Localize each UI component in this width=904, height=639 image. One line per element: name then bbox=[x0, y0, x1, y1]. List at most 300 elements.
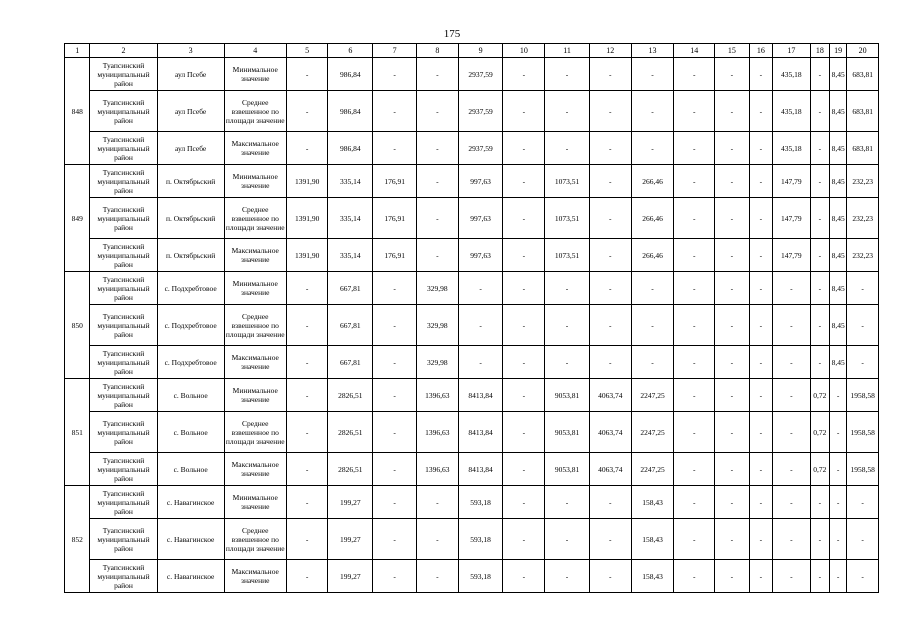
value-cell-col-20: 683,81 bbox=[847, 58, 879, 91]
value-cell-col-18: - bbox=[810, 272, 829, 305]
value-cell-col-12: - bbox=[589, 560, 631, 593]
table-row bbox=[65, 379, 879, 412]
value-cell-col-10: - bbox=[503, 379, 545, 412]
value-cell-col-6: 986,84 bbox=[328, 132, 373, 165]
value-cell-col-10: - bbox=[503, 272, 545, 305]
value-cell-col-13: 158,43 bbox=[631, 519, 674, 560]
value-cell-col-15: - bbox=[715, 58, 750, 91]
table-row bbox=[65, 132, 879, 165]
value-cell-col-14: - bbox=[674, 198, 715, 239]
value-cell-col-14: - bbox=[674, 305, 715, 346]
value-cell-col-7: - bbox=[373, 132, 417, 165]
value-cell-col-5: - bbox=[286, 305, 328, 346]
column-header-10: 10 bbox=[503, 44, 545, 58]
value-cell-col-7: 176,91 bbox=[373, 165, 417, 198]
value-type-cell: Максимальное значение bbox=[224, 560, 286, 593]
table-row bbox=[65, 486, 879, 519]
table-row bbox=[65, 58, 879, 91]
value-cell-col-20: 683,81 bbox=[847, 91, 879, 132]
table-row bbox=[65, 198, 879, 239]
value-cell-col-20: 1958,58 bbox=[847, 453, 879, 486]
district-cell: Туапсинский муниципальный район bbox=[90, 486, 157, 519]
value-cell-col-15: - bbox=[715, 346, 750, 379]
value-cell-col-16: - bbox=[749, 379, 772, 412]
value-cell-col-12: - bbox=[589, 519, 631, 560]
value-cell-col-14: - bbox=[674, 519, 715, 560]
value-cell-col-16: - bbox=[749, 412, 772, 453]
value-cell-col-6: 986,84 bbox=[328, 58, 373, 91]
column-header-16: 16 bbox=[749, 44, 772, 58]
value-cell-col-5: - bbox=[286, 486, 328, 519]
value-cell-col-20: - bbox=[847, 519, 879, 560]
district-cell: Туапсинский муниципальный район bbox=[90, 91, 157, 132]
value-cell-col-10: - bbox=[503, 198, 545, 239]
value-cell-col-20: - bbox=[847, 305, 879, 346]
settlement-cell: с. Вольное bbox=[157, 453, 224, 486]
value-cell-col-11: 1073,51 bbox=[545, 198, 590, 239]
value-cell-col-7: - bbox=[373, 91, 417, 132]
value-cell-col-5: - bbox=[286, 91, 328, 132]
settlement-cell: аул Псебе bbox=[157, 132, 224, 165]
value-cell-col-6: 667,81 bbox=[328, 346, 373, 379]
value-cell-col-12: - bbox=[589, 58, 631, 91]
value-cell-col-13: 266,46 bbox=[631, 165, 674, 198]
value-cell-col-8: 1396,63 bbox=[417, 379, 459, 412]
value-cell-col-5: - bbox=[286, 346, 328, 379]
value-cell-col-18: - bbox=[810, 560, 829, 593]
value-cell-col-13: 2247,25 bbox=[631, 379, 674, 412]
value-cell-col-7: - bbox=[373, 305, 417, 346]
value-cell-col-15: - bbox=[715, 305, 750, 346]
value-cell-col-17: 435,18 bbox=[773, 132, 811, 165]
value-cell-col-6: 199,27 bbox=[328, 560, 373, 593]
value-cell-col-17: 147,79 bbox=[773, 198, 811, 239]
value-cell-col-6: 335,14 bbox=[328, 165, 373, 198]
value-cell-col-11: - bbox=[545, 58, 590, 91]
value-cell-col-15: - bbox=[715, 379, 750, 412]
value-cell-col-20: 1958,58 bbox=[847, 412, 879, 453]
value-cell-col-19: 8,45 bbox=[830, 58, 847, 91]
value-cell-col-17: - bbox=[773, 519, 811, 560]
value-cell-col-10: - bbox=[503, 239, 545, 272]
value-cell-col-9: - bbox=[458, 272, 503, 305]
value-cell-col-18: - bbox=[810, 198, 829, 239]
value-cell-col-10: - bbox=[503, 58, 545, 91]
value-cell-col-19: - bbox=[830, 519, 847, 560]
value-cell-col-11: - bbox=[545, 560, 590, 593]
district-cell: Туапсинский муниципальный район bbox=[90, 132, 157, 165]
value-cell-col-9: 593,18 bbox=[458, 560, 503, 593]
value-cell-col-19: - bbox=[830, 560, 847, 593]
value-cell-col-19: 8,45 bbox=[830, 165, 847, 198]
district-cell: Туапсинский муниципальный район bbox=[90, 58, 157, 91]
value-cell-col-18: - bbox=[810, 58, 829, 91]
header-row bbox=[65, 44, 879, 58]
value-cell-col-20: - bbox=[847, 560, 879, 593]
value-cell-col-15: - bbox=[715, 132, 750, 165]
column-header-7: 7 bbox=[373, 44, 417, 58]
value-cell-col-18: 0,72 bbox=[810, 412, 829, 453]
value-cell-col-16: - bbox=[749, 198, 772, 239]
value-cell-col-12: - bbox=[589, 132, 631, 165]
settlement-cell: с. Вольное bbox=[157, 412, 224, 453]
value-cell-col-12: 4063,74 bbox=[589, 379, 631, 412]
value-cell-col-6: 667,81 bbox=[328, 305, 373, 346]
value-cell-col-17: - bbox=[773, 453, 811, 486]
value-cell-col-8: - bbox=[417, 519, 459, 560]
value-cell-col-13: - bbox=[631, 305, 674, 346]
value-cell-col-11: - bbox=[545, 91, 590, 132]
value-cell-col-18: - bbox=[810, 91, 829, 132]
settlement-cell: с. Навагинское bbox=[157, 519, 224, 560]
value-cell-col-8: 1396,63 bbox=[417, 412, 459, 453]
value-cell-col-11: 9053,81 bbox=[545, 379, 590, 412]
value-cell-col-8: - bbox=[417, 560, 459, 593]
value-type-cell: Среднее взвешенное по площади значение bbox=[224, 305, 286, 346]
district-cell: Туапсинский муниципальный район bbox=[90, 165, 157, 198]
value-type-cell: Среднее взвешенное по площади значение bbox=[224, 91, 286, 132]
value-cell-col-14: - bbox=[674, 346, 715, 379]
value-cell-col-5: - bbox=[286, 560, 328, 593]
value-cell-col-16: - bbox=[749, 453, 772, 486]
value-cell-col-20: 1958,58 bbox=[847, 379, 879, 412]
value-cell-col-15: - bbox=[715, 453, 750, 486]
value-cell-col-8: - bbox=[417, 91, 459, 132]
column-header-12: 12 bbox=[589, 44, 631, 58]
table-row bbox=[65, 239, 879, 272]
value-cell-col-14: - bbox=[674, 560, 715, 593]
value-cell-col-6: 199,27 bbox=[328, 486, 373, 519]
value-cell-col-10: - bbox=[503, 165, 545, 198]
value-cell-col-16: - bbox=[749, 486, 772, 519]
value-cell-col-15: - bbox=[715, 412, 750, 453]
settlement-cell: с. Навагинское bbox=[157, 560, 224, 593]
group-number-cell: 848 bbox=[65, 58, 90, 165]
column-header-18: 18 bbox=[810, 44, 829, 58]
value-cell-col-11: 1073,51 bbox=[545, 239, 590, 272]
value-cell-col-9: 593,18 bbox=[458, 486, 503, 519]
value-cell-col-11: 1073,51 bbox=[545, 165, 590, 198]
value-cell-col-10: - bbox=[503, 486, 545, 519]
value-cell-col-16: - bbox=[749, 91, 772, 132]
table-row bbox=[65, 519, 879, 560]
value-type-cell: Минимальное значение bbox=[224, 165, 286, 198]
group-number-cell: 850 bbox=[65, 272, 90, 379]
table-row bbox=[65, 165, 879, 198]
value-cell-col-13: 2247,25 bbox=[631, 453, 674, 486]
value-cell-col-12: 4063,74 bbox=[589, 453, 631, 486]
value-cell-col-9: - bbox=[458, 305, 503, 346]
value-cell-col-12: - bbox=[589, 346, 631, 379]
value-cell-col-17: 147,79 bbox=[773, 239, 811, 272]
table-row bbox=[65, 346, 879, 379]
district-cell: Туапсинский муниципальный район bbox=[90, 412, 157, 453]
settlement-cell: п. Октябрьский bbox=[157, 165, 224, 198]
district-cell: Туапсинский муниципальный район bbox=[90, 519, 157, 560]
value-cell-col-11: 9053,81 bbox=[545, 412, 590, 453]
value-cell-col-15: - bbox=[715, 198, 750, 239]
value-cell-col-12: - bbox=[589, 305, 631, 346]
column-header-15: 15 bbox=[715, 44, 750, 58]
value-type-cell: Среднее взвешенное по площади значение bbox=[224, 412, 286, 453]
value-cell-col-5: - bbox=[286, 379, 328, 412]
value-cell-col-16: - bbox=[749, 560, 772, 593]
value-cell-col-20: - bbox=[847, 272, 879, 305]
value-type-cell: Минимальное значение bbox=[224, 272, 286, 305]
settlement-cell: с. Подхребтовое bbox=[157, 272, 224, 305]
value-cell-col-13: - bbox=[631, 272, 674, 305]
value-cell-col-11: - bbox=[545, 486, 590, 519]
settlement-cell: аул Псебе bbox=[157, 91, 224, 132]
column-header-4: 4 bbox=[224, 44, 286, 58]
value-cell-col-5: 1391,90 bbox=[286, 198, 328, 239]
value-cell-col-8: 329,98 bbox=[417, 346, 459, 379]
column-header-3: 3 bbox=[157, 44, 224, 58]
table-row bbox=[65, 305, 879, 346]
value-type-cell: Минимальное значение bbox=[224, 58, 286, 91]
column-header-5: 5 bbox=[286, 44, 328, 58]
value-cell-col-6: 199,27 bbox=[328, 519, 373, 560]
district-cell: Туапсинский муниципальный район bbox=[90, 239, 157, 272]
value-cell-col-7: - bbox=[373, 486, 417, 519]
value-cell-col-19: 8,45 bbox=[830, 346, 847, 379]
value-cell-col-12: 4063,74 bbox=[589, 412, 631, 453]
value-cell-col-7: - bbox=[373, 412, 417, 453]
table-row bbox=[65, 453, 879, 486]
value-cell-col-12: - bbox=[589, 272, 631, 305]
value-cell-col-17: 435,18 bbox=[773, 58, 811, 91]
value-cell-col-9: 593,18 bbox=[458, 519, 503, 560]
value-cell-col-18: - bbox=[810, 132, 829, 165]
value-cell-col-18: - bbox=[810, 346, 829, 379]
group-number-cell: 852 bbox=[65, 486, 90, 593]
value-cell-col-20: 683,81 bbox=[847, 132, 879, 165]
value-cell-col-15: - bbox=[715, 486, 750, 519]
value-cell-col-14: - bbox=[674, 272, 715, 305]
value-cell-col-13: - bbox=[631, 91, 674, 132]
value-cell-col-17: - bbox=[773, 346, 811, 379]
value-cell-col-19: 8,45 bbox=[830, 239, 847, 272]
value-cell-col-16: - bbox=[749, 58, 772, 91]
value-type-cell: Среднее взвешенное по площади значение bbox=[224, 198, 286, 239]
value-cell-col-7: - bbox=[373, 453, 417, 486]
value-cell-col-7: - bbox=[373, 379, 417, 412]
value-cell-col-20: - bbox=[847, 486, 879, 519]
value-cell-col-14: - bbox=[674, 453, 715, 486]
value-cell-col-9: 997,63 bbox=[458, 198, 503, 239]
value-cell-col-11: - bbox=[545, 519, 590, 560]
value-cell-col-13: 158,43 bbox=[631, 560, 674, 593]
value-cell-col-8: - bbox=[417, 486, 459, 519]
settlement-cell: п. Октябрьский bbox=[157, 198, 224, 239]
value-cell-col-12: - bbox=[589, 91, 631, 132]
value-cell-col-8: - bbox=[417, 165, 459, 198]
value-type-cell: Минимальное значение bbox=[224, 379, 286, 412]
value-cell-col-6: 2826,51 bbox=[328, 412, 373, 453]
value-cell-col-13: - bbox=[631, 132, 674, 165]
value-cell-col-18: 0,72 bbox=[810, 379, 829, 412]
value-cell-col-18: 0,72 bbox=[810, 453, 829, 486]
value-cell-col-7: - bbox=[373, 560, 417, 593]
value-cell-col-19: 8,45 bbox=[830, 305, 847, 346]
value-cell-col-13: 266,46 bbox=[631, 239, 674, 272]
value-cell-col-6: 986,84 bbox=[328, 91, 373, 132]
table-row bbox=[65, 560, 879, 593]
value-cell-col-8: 329,98 bbox=[417, 272, 459, 305]
column-header-14: 14 bbox=[674, 44, 715, 58]
value-cell-col-17: - bbox=[773, 272, 811, 305]
value-cell-col-10: - bbox=[503, 560, 545, 593]
value-cell-col-5: - bbox=[286, 132, 328, 165]
value-cell-col-8: 329,98 bbox=[417, 305, 459, 346]
value-cell-col-17: 435,18 bbox=[773, 91, 811, 132]
value-cell-col-12: - bbox=[589, 239, 631, 272]
value-cell-col-15: - bbox=[715, 91, 750, 132]
value-cell-col-19: 8,45 bbox=[830, 198, 847, 239]
value-type-cell: Максимальное значение bbox=[224, 132, 286, 165]
value-cell-col-9: 2937,59 bbox=[458, 91, 503, 132]
value-cell-col-16: - bbox=[749, 346, 772, 379]
value-cell-col-13: 2247,25 bbox=[631, 412, 674, 453]
value-cell-col-19: - bbox=[830, 486, 847, 519]
value-cell-col-20: 232,23 bbox=[847, 239, 879, 272]
settlement-cell: с. Навагинское bbox=[157, 486, 224, 519]
value-cell-col-9: 2937,59 bbox=[458, 58, 503, 91]
value-cell-col-6: 2826,51 bbox=[328, 453, 373, 486]
value-cell-col-8: 1396,63 bbox=[417, 453, 459, 486]
value-cell-col-19: - bbox=[830, 412, 847, 453]
value-cell-col-5: - bbox=[286, 272, 328, 305]
district-cell: Туапсинский муниципальный район bbox=[90, 272, 157, 305]
value-cell-col-8: - bbox=[417, 58, 459, 91]
value-cell-col-13: 158,43 bbox=[631, 486, 674, 519]
value-cell-col-19: - bbox=[830, 379, 847, 412]
value-cell-col-10: - bbox=[503, 519, 545, 560]
value-cell-col-14: - bbox=[674, 379, 715, 412]
district-cell: Туапсинский муниципальный район bbox=[90, 379, 157, 412]
value-cell-col-17: - bbox=[773, 560, 811, 593]
value-type-cell: Минимальное значение bbox=[224, 486, 286, 519]
value-cell-col-15: - bbox=[715, 239, 750, 272]
column-header-1: 1 bbox=[65, 44, 90, 58]
value-cell-col-9: 2937,59 bbox=[458, 132, 503, 165]
value-cell-col-16: - bbox=[749, 239, 772, 272]
group-number-cell: 849 bbox=[65, 165, 90, 272]
value-cell-col-7: - bbox=[373, 272, 417, 305]
value-cell-col-20: - bbox=[847, 346, 879, 379]
value-cell-col-12: - bbox=[589, 165, 631, 198]
value-cell-col-7: - bbox=[373, 346, 417, 379]
value-cell-col-14: - bbox=[674, 58, 715, 91]
value-cell-col-10: - bbox=[503, 346, 545, 379]
value-cell-col-16: - bbox=[749, 132, 772, 165]
value-cell-col-14: - bbox=[674, 91, 715, 132]
value-cell-col-10: - bbox=[503, 412, 545, 453]
value-cell-col-13: - bbox=[631, 58, 674, 91]
settlement-cell: с. Подхребтовое bbox=[157, 305, 224, 346]
value-cell-col-15: - bbox=[715, 272, 750, 305]
value-cell-col-9: 8413,84 bbox=[458, 379, 503, 412]
value-type-cell: Максимальное значение bbox=[224, 453, 286, 486]
value-cell-col-11: - bbox=[545, 346, 590, 379]
value-cell-col-11: - bbox=[545, 305, 590, 346]
column-header-6: 6 bbox=[328, 44, 373, 58]
value-cell-col-5: 1391,90 bbox=[286, 165, 328, 198]
value-cell-col-17: - bbox=[773, 305, 811, 346]
value-cell-col-8: - bbox=[417, 239, 459, 272]
value-cell-col-13: - bbox=[631, 346, 674, 379]
settlement-cell: с. Подхребтовое bbox=[157, 346, 224, 379]
value-cell-col-7: 176,91 bbox=[373, 239, 417, 272]
value-cell-col-17: - bbox=[773, 486, 811, 519]
value-cell-col-10: - bbox=[503, 91, 545, 132]
value-cell-col-9: 8413,84 bbox=[458, 412, 503, 453]
value-type-cell: Максимальное значение bbox=[224, 346, 286, 379]
district-cell: Туапсинский муниципальный район bbox=[90, 198, 157, 239]
value-cell-col-9: - bbox=[458, 346, 503, 379]
value-cell-col-19: 8,45 bbox=[830, 272, 847, 305]
value-cell-col-14: - bbox=[674, 132, 715, 165]
value-cell-col-20: 232,23 bbox=[847, 198, 879, 239]
value-cell-col-20: 232,23 bbox=[847, 165, 879, 198]
value-cell-col-14: - bbox=[674, 486, 715, 519]
value-cell-col-16: - bbox=[749, 165, 772, 198]
table-row bbox=[65, 91, 879, 132]
table-row bbox=[65, 272, 879, 305]
district-cell: Туапсинский муниципальный район bbox=[90, 346, 157, 379]
value-cell-col-6: 667,81 bbox=[328, 272, 373, 305]
value-cell-col-9: 997,63 bbox=[458, 165, 503, 198]
value-cell-col-14: - bbox=[674, 165, 715, 198]
value-cell-col-18: - bbox=[810, 486, 829, 519]
value-cell-col-17: 147,79 bbox=[773, 165, 811, 198]
value-cell-col-17: - bbox=[773, 379, 811, 412]
value-cell-col-5: - bbox=[286, 412, 328, 453]
settlement-cell: аул Псебе bbox=[157, 58, 224, 91]
value-cell-col-12: - bbox=[589, 198, 631, 239]
value-cell-col-16: - bbox=[749, 272, 772, 305]
value-cell-col-15: - bbox=[715, 165, 750, 198]
value-cell-col-9: 997,63 bbox=[458, 239, 503, 272]
district-cell: Туапсинский муниципальный район bbox=[90, 305, 157, 346]
settlement-cell: п. Октябрьский bbox=[157, 239, 224, 272]
table-row bbox=[65, 412, 879, 453]
value-cell-col-6: 2826,51 bbox=[328, 379, 373, 412]
value-cell-col-10: - bbox=[503, 132, 545, 165]
value-cell-col-6: 335,14 bbox=[328, 239, 373, 272]
value-cell-col-19: - bbox=[830, 453, 847, 486]
value-cell-col-18: - bbox=[810, 165, 829, 198]
column-header-9: 9 bbox=[458, 44, 503, 58]
value-cell-col-14: - bbox=[674, 412, 715, 453]
value-cell-col-18: - bbox=[810, 519, 829, 560]
value-cell-col-10: - bbox=[503, 305, 545, 346]
value-cell-col-7: - bbox=[373, 519, 417, 560]
value-cell-col-5: 1391,90 bbox=[286, 239, 328, 272]
value-cell-col-6: 335,14 bbox=[328, 198, 373, 239]
column-header-2: 2 bbox=[90, 44, 157, 58]
value-cell-col-16: - bbox=[749, 305, 772, 346]
value-cell-col-11: 9053,81 bbox=[545, 453, 590, 486]
page-number: 175 bbox=[443, 28, 461, 40]
value-cell-col-5: - bbox=[286, 519, 328, 560]
value-cell-col-18: - bbox=[810, 305, 829, 346]
value-cell-col-11: - bbox=[545, 132, 590, 165]
value-cell-col-13: 266,46 bbox=[631, 198, 674, 239]
value-cell-col-5: - bbox=[286, 58, 328, 91]
value-cell-col-18: - bbox=[810, 239, 829, 272]
value-cell-col-16: - bbox=[749, 519, 772, 560]
